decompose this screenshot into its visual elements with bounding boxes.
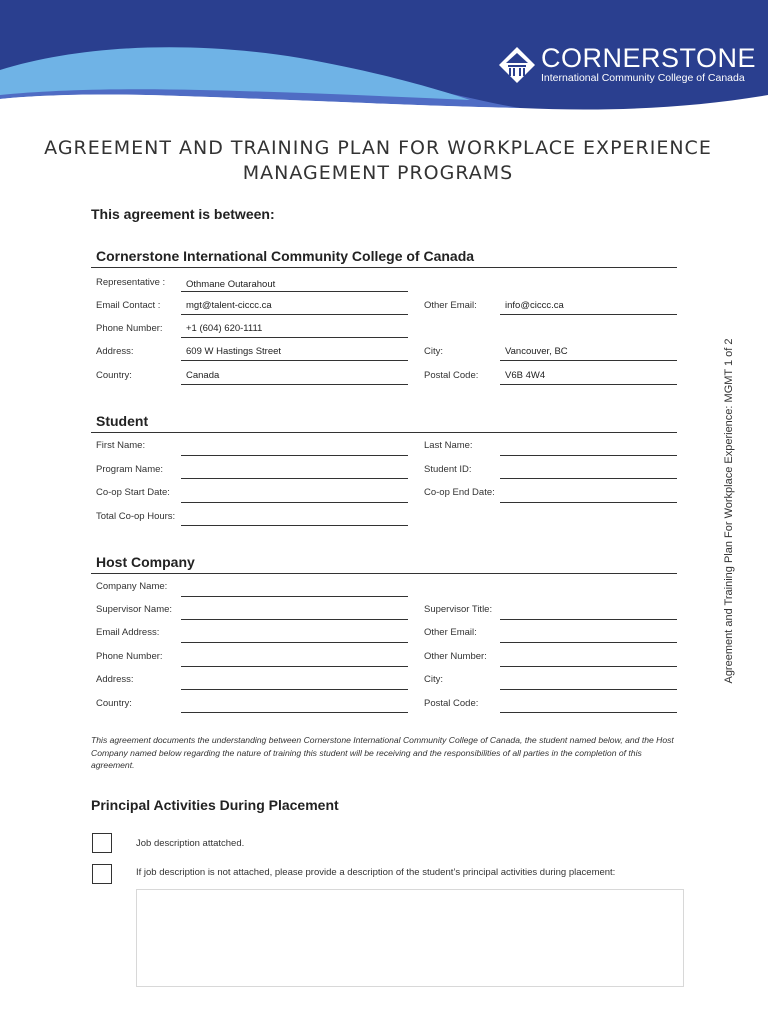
- host-city-field[interactable]: [500, 689, 677, 690]
- coop-hours-field[interactable]: [181, 525, 408, 526]
- title-line-2: MANAGEMENT PROGRAMS: [242, 162, 514, 184]
- college-section-title: Cornerstone International Community College of Canada: [96, 248, 475, 264]
- host-other-email-field[interactable]: [500, 642, 677, 643]
- company-name-field[interactable]: [181, 596, 408, 597]
- brand-block: [541, 44, 756, 84]
- host-other-number-field[interactable]: [500, 666, 677, 667]
- college-postal-label: Postal Code:: [424, 370, 479, 381]
- brand-name: CORNERSTONE: [541, 43, 757, 73]
- program-name-label: Program Name:: [96, 464, 164, 475]
- program-name-field[interactable]: [181, 478, 408, 479]
- college-city-field[interactable]: [500, 360, 677, 361]
- college-country-label: Country:: [96, 370, 132, 381]
- company-name-label: Company Name:: [96, 581, 168, 592]
- college-address-field[interactable]: [181, 360, 408, 361]
- email-contact-field[interactable]: [181, 314, 408, 315]
- host-other-email-label: Other Email:: [424, 627, 477, 638]
- email-contact-label: Email Contact :: [96, 300, 161, 311]
- email-contact-value: mgt@talent-ciccc.ca: [186, 300, 272, 311]
- student-id-label: Student ID:: [424, 464, 472, 475]
- host-other-number-label: Other Number:: [424, 651, 487, 662]
- host-country-field[interactable]: [181, 712, 408, 713]
- first-name-field[interactable]: [181, 455, 408, 456]
- host-phone-label: Phone Number:: [96, 651, 163, 662]
- coop-start-field[interactable]: [181, 502, 408, 503]
- representative-label: Representative :: [96, 277, 166, 288]
- host-phone-field[interactable]: [181, 666, 408, 667]
- supervisor-title-field[interactable]: [500, 619, 677, 620]
- supervisor-name-field[interactable]: [181, 619, 408, 620]
- host-postal-field[interactable]: [500, 712, 677, 713]
- supervisor-name-label: Supervisor Name:: [96, 604, 173, 615]
- college-country-field[interactable]: [181, 384, 408, 385]
- coop-start-label: Co-op Start Date:: [96, 487, 170, 498]
- college-city-value: Vancouver, BC: [505, 346, 568, 357]
- student-section-title: Student: [96, 413, 149, 429]
- student-id-field[interactable]: [500, 478, 677, 479]
- college-other-email-value: info@ciccc.ca: [505, 300, 564, 311]
- representative-field[interactable]: [181, 291, 408, 292]
- last-name-label: Last Name:: [424, 440, 473, 451]
- college-postal-value: V6B 4W4: [505, 370, 546, 381]
- job-description-checkbox[interactable]: [92, 833, 112, 853]
- host-address-label: Address:: [96, 674, 134, 685]
- coop-hours-label: Total Co-op Hours:: [96, 511, 176, 522]
- agreement-note: This agreement documents the understanding between Cornerstone International Community College of Canada, the student named below, and the Host Company named below regarding the nature of training this student will be receiving and the responsibilities of all parties in the completion of this agreement.: [91, 735, 674, 770]
- college-phone-value: +1 (604) 620-1111: [186, 323, 263, 334]
- college-section-rule: [91, 267, 677, 268]
- coop-end-field[interactable]: [500, 502, 677, 503]
- title-line-1: AGREEMENT AND TRAINING PLAN FOR WORKPLACE EXPERIENCE: [44, 137, 712, 159]
- host-postal-label: Postal Code:: [424, 698, 479, 709]
- host-email-field[interactable]: [181, 642, 408, 643]
- college-logo-icon: [498, 46, 536, 84]
- host-address-field[interactable]: [181, 689, 408, 690]
- agreement-intro: This agreement is between:: [91, 206, 275, 222]
- host-country-label: Country:: [96, 698, 132, 709]
- host-email-label: Email Address:: [96, 627, 160, 638]
- college-address-label: Address:: [96, 346, 134, 357]
- representative-value: Othmane Outarahout: [186, 279, 276, 290]
- supervisor-title-label: Supervisor Title:: [424, 604, 493, 615]
- college-other-email-label: Other Email:: [424, 300, 477, 311]
- college-address-value: 609 W Hastings Street: [186, 346, 282, 357]
- college-phone-field[interactable]: [181, 337, 408, 338]
- activities-description-box[interactable]: [136, 889, 684, 987]
- college-postal-field[interactable]: [500, 384, 677, 385]
- no-description-checkbox[interactable]: [92, 864, 112, 884]
- no-description-label: If job description is not attached, please provide a description of the student’s principal activities during placement:: [136, 867, 616, 878]
- activities-title: Principal Activities During Placement: [91, 797, 339, 813]
- first-name-label: First Name:: [96, 440, 146, 451]
- college-phone-label: Phone Number:: [96, 323, 163, 334]
- brand-subtitle: International Community College of Canada: [541, 72, 745, 84]
- header-banner: [0, 0, 768, 110]
- side-footer-text: Agreement and Training Plan For Workplace Experience: MGMT 1 of 2: [723, 338, 735, 684]
- last-name-field[interactable]: [500, 455, 677, 456]
- college-city-label: City:: [424, 346, 443, 357]
- job-description-label: Job description attatched.: [136, 838, 245, 849]
- college-other-email-field[interactable]: [500, 314, 677, 315]
- host-section-title: Host Company: [96, 554, 195, 570]
- document-title: [40, 136, 716, 186]
- college-country-value: Canada: [186, 370, 220, 381]
- host-city-label: City:: [424, 674, 443, 685]
- host-section-rule: [91, 573, 677, 574]
- coop-end-label: Co-op End Date:: [424, 487, 495, 498]
- student-section-rule: [91, 432, 677, 433]
